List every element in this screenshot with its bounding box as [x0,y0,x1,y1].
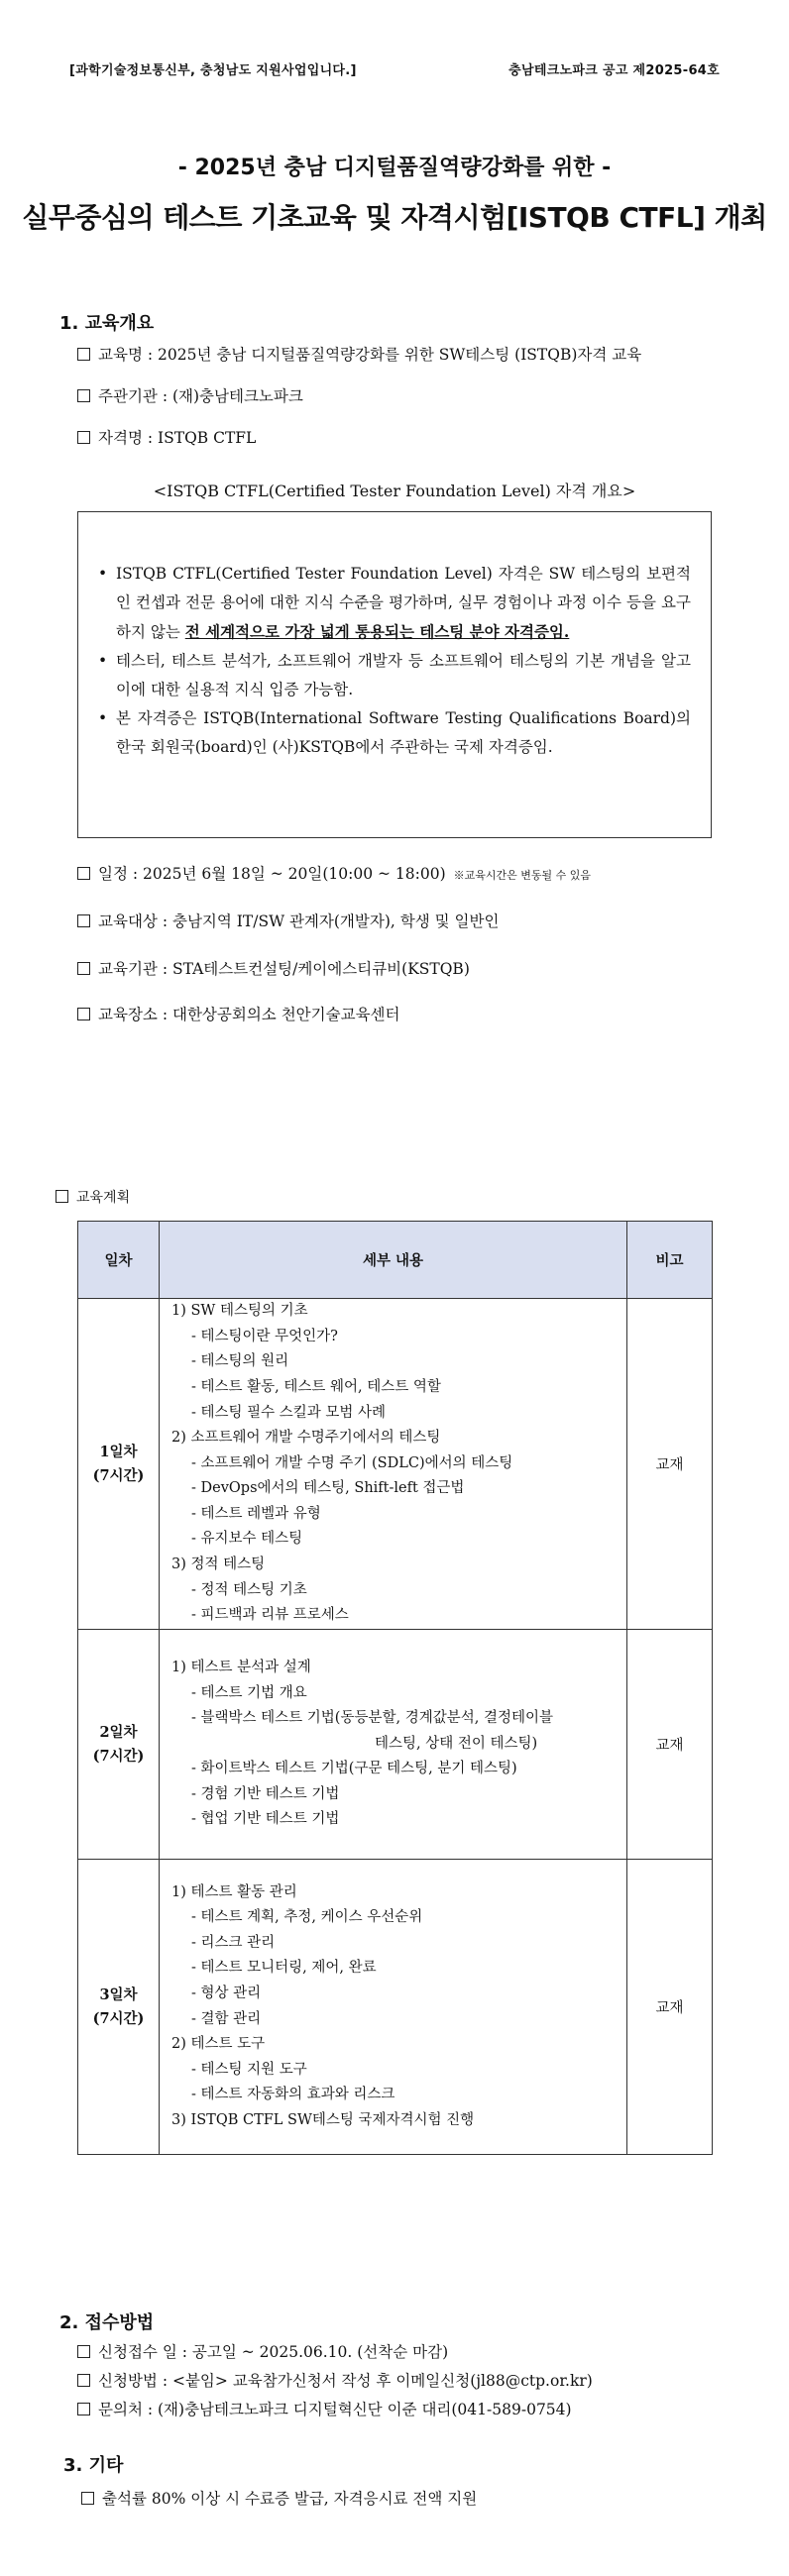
header-note: 비고 [627,1222,713,1299]
day1-content [160,1299,627,1630]
content-line: - 테스트 기법 개요 [191,1684,307,1701]
schedule-item [77,862,591,884]
content-line: 2) 소프트웨어 개발 수명주기에서의 테스팅 [171,1430,441,1447]
checkbox-icon [56,1190,68,1203]
checkbox-icon [77,2374,90,2387]
certificate-text: 자격명 : ISTQB CTFL [98,429,257,447]
header-content: 세부 내용 [160,1222,627,1299]
overview-bullet-text: 본 자격증은 ISTQB(International Software Testing Qualifications Board)의 한국 회원국(board)인 (사)KSTQB에서 주관하는 국제 자격증임. [116,709,691,756]
section-2-heading: 2. 접수방법 [59,2312,155,2333]
institution-item [77,957,470,979]
day1-label: 1일차 [99,1443,138,1460]
page-title: 실무중심의 테스트 기초교육 및 자격시험[ISTQB CTFL] 개최 [22,201,767,234]
overview-box-title: <ISTQB CTFL(Certified Tester Foundation Level) 자격 개요> [153,482,636,500]
content-line: - 피드백과 리뷰 프로세스 [191,1607,349,1624]
content-line: - DevOps에서의 테스팅, Shift-left 접근법 [191,1480,465,1497]
content-line: - 테스팅 지원 도구 [191,2061,307,2078]
content-line: 1) SW 테스팅의 기초 [171,1303,308,1320]
checkbox-icon [77,914,90,927]
checkbox-icon [77,431,90,444]
content-line: - 테스트 계획, 추정, 케이스 우선순위 [191,1909,423,1926]
content-line: - 결함 관리 [191,2010,262,2027]
plan-label-text: 교육계획 [76,1190,131,1206]
content-line: - 경험 기반 테스트 기법 [191,1785,340,1802]
course-name-item [77,343,641,365]
checkbox-icon [77,2345,90,2358]
content-line: - 협업 기반 테스트 기법 [191,1811,340,1828]
content-line: - 테스팅이란 무엇인가? [191,1328,338,1344]
header-left-text: [과학기술정보통신부, 충청남도 지원사업입니다.] [69,63,357,78]
place-text: 교육장소 : 대한상공회의소 천안기술교육센터 [98,1006,400,1023]
section-1-heading: 1. 교육개요 [59,313,155,334]
table-row-day1 [78,1299,713,1630]
content-line: - 유지보수 테스팅 [191,1531,303,1548]
day1-cell [78,1299,160,1630]
header-day: 일차 [78,1222,160,1299]
overview-bullet-text: 테스터, 테스트 분석가, 소프트웨어 개발자 등 소프트웨어 테스팅의 기본 개념을 알고 이에 대한 실용적 지식 입증 가능함. [116,652,691,698]
content-line: 3) 정적 테스팅 [171,1556,266,1573]
overview-bullet [98,560,691,647]
apply-method-item [77,2369,593,2391]
table-header-row [78,1222,713,1299]
table-row-day2 [78,1630,713,1860]
section-3-heading: 3. 기타 [63,2455,124,2476]
host-org-item [77,384,303,406]
day1-hours: (7시간) [92,1466,145,1484]
target-item [77,910,499,931]
content-line: - 형상 관리 [191,1985,262,2001]
day2-content [160,1630,627,1860]
apply-method-text: 신청방법 : <붙임> 교육참가신청서 작성 후 이메일신청(jl88@ctp.or.kr) [98,2372,593,2390]
certificate-item [77,426,256,448]
content-line: 테스팅, 상태 전이 테스팅) [375,1735,538,1752]
overview-highlight: 전 세계적으로 가장 넓게 통용되는 테스팅 분야 자격증임. [184,622,570,641]
apply-period-item [77,2340,448,2362]
day2-hours: (7시간) [92,1747,145,1765]
schedule-note: ※교육시간은 변동될 수 있음 [453,869,592,882]
day2-cell [78,1630,160,1860]
checkbox-icon [77,2403,90,2415]
content-line: 1) 테스트 분석과 설계 [171,1659,311,1675]
checkbox-icon [77,962,90,975]
overview-bullet [98,704,691,762]
notice-number: 충남테크노파크 공고 제2025-64호 [508,63,720,78]
checkbox-icon [77,389,90,402]
content-line: - 소프트웨어 개발 수명 주기 (SDLC)에서의 테스팅 [191,1454,513,1471]
day1-note: 교재 [627,1299,713,1630]
plan-label [56,1187,130,1207]
day3-content [160,1860,627,2155]
contact-item [77,2398,572,2419]
checkbox-icon [81,2492,94,2505]
plan-table [77,1221,713,2155]
day2-label: 2일차 [99,1723,138,1741]
target-text: 교육대상 : 충남지역 IT/SW 관계자(개발자), 학생 및 일반인 [98,912,500,930]
overview-box [77,511,712,838]
content-line: - 테스트 모니터링, 제어, 완료 [191,1960,377,1977]
day3-hours: (7시간) [92,2009,145,2027]
overview-bullet-text: ISTQB CTFL(Certified Tester Foundation Level) 자격은 SW 테스팅의 보편적인 컨셉과 전문 용어에 대한 지식 수준을 평가하며, 실무 경험이나 과정 이수 등을 요구하지 않는 [116,565,691,641]
course-name-text: 교육명 : 2025년 충남 디지털품질역량강화를 위한 SW테스팅 (ISTQB)자격 교육 [98,346,642,364]
checkbox-icon [77,1008,90,1020]
table-row-day3 [78,1860,713,2155]
place-item [77,1003,400,1024]
checkbox-icon [77,867,90,880]
content-line: 1) 테스트 활동 관리 [171,1883,297,1900]
overview-bullet [98,647,691,704]
page-subtitle: - 2025년 충남 디지털품질역량강화를 위한 - [177,156,612,180]
schedule-text: 일정 : 2025년 6월 18일 ~ 20일(10:00 ~ 18:00) [98,865,446,883]
apply-period-text: 신청접수 일 : 공고일 ~ 2025.06.10. (선착순 마감) [98,2343,449,2361]
content-line: - 테스팅 필수 스킬과 모범 사례 [191,1404,387,1421]
content-line: - 테스트 자동화의 효과와 리스크 [191,2087,395,2103]
contact-text: 문의처 : (재)충남테크노파크 디지털혁신단 이준 대리(041-589-0754) [98,2401,572,2418]
checkbox-icon [77,348,90,361]
institution-text: 교육기관 : STA테스트컨설팅/케이에스티큐비(KSTQB) [98,960,470,978]
content-line: - 테스팅의 원리 [191,1353,289,1370]
content-line: - 정적 테스팅 기초 [191,1581,307,1598]
content-line: 3) ISTQB CTFL SW테스팅 국제자격시험 진행 [171,2111,475,2128]
day3-note: 교재 [627,1860,713,2155]
content-line: - 블랙박스 테스트 기법(동등분할, 경계값분석, 결정테이블 [191,1710,553,1727]
day3-cell [78,1860,160,2155]
day2-note: 교재 [627,1630,713,1860]
content-line: - 화이트박스 테스트 기법(구문 테스팅, 분기 테스팅) [191,1761,517,1777]
content-line: - 테스트 활동, 테스트 웨어, 테스트 역할 [191,1378,441,1395]
content-line: - 리스크 관리 [191,1934,276,1951]
misc-item [81,2487,477,2509]
content-line: 2) 테스트 도구 [171,2036,266,2053]
content-line: - 테스트 레벨과 유형 [191,1505,321,1522]
day3-label: 3일차 [99,1986,138,2003]
host-org-text: 주관기관 : (재)충남테크노파크 [98,387,303,405]
misc-text: 출석률 80% 이상 시 수료증 발급, 자격응시료 전액 지원 [102,2490,478,2508]
